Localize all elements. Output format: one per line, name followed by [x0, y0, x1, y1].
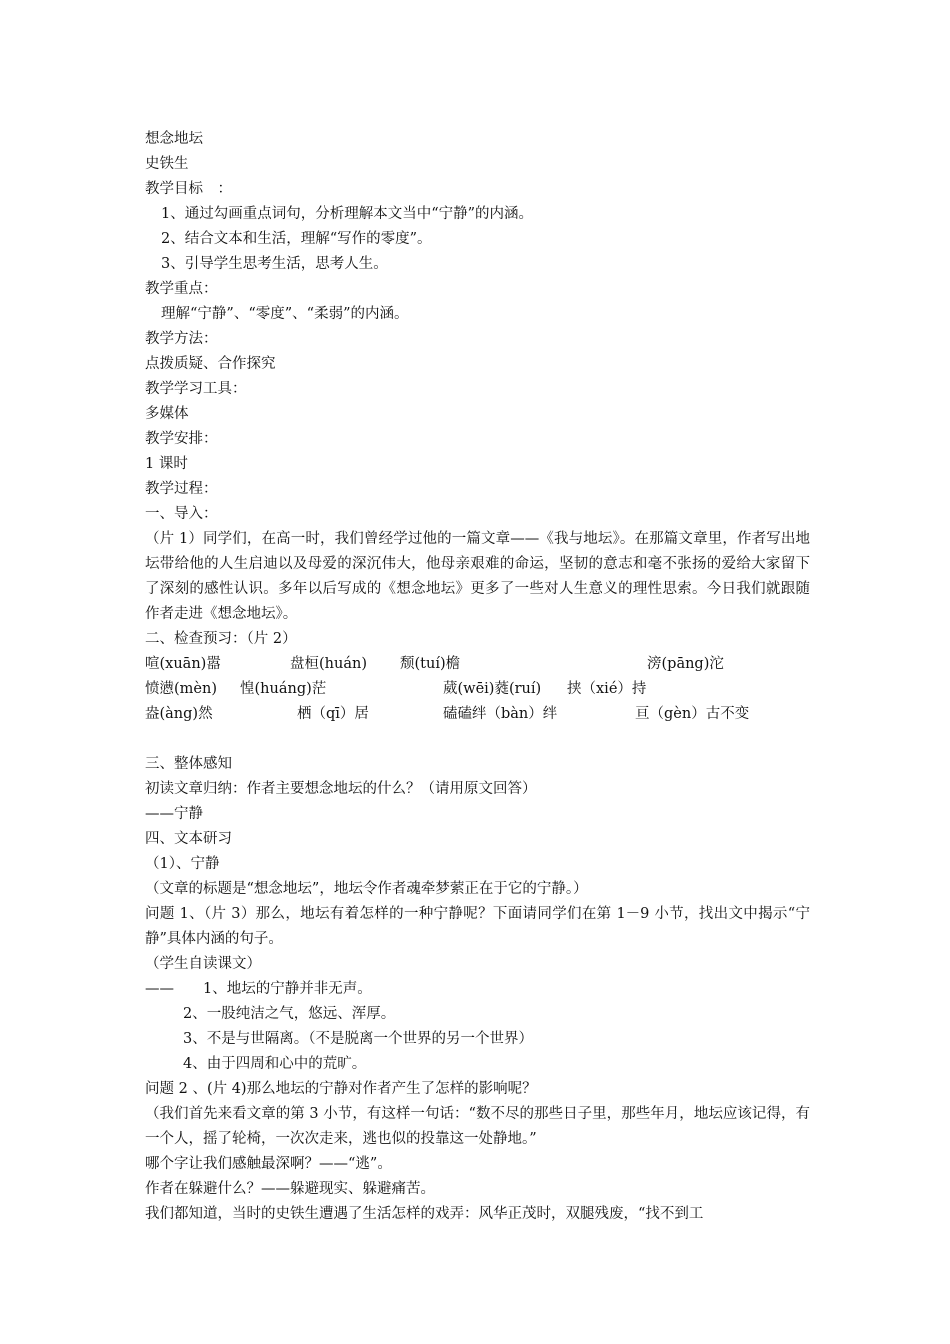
preview-heading: 二、检查预习：（片 2）	[145, 631, 297, 647]
pinyin-word: 栖（qī）居	[297, 706, 369, 722]
study-note: （文章的标题是“想念地坛”，地坛令作者魂牵梦萦正在于它的宁静。）	[145, 881, 588, 897]
schedule-text: 1 课时	[145, 456, 188, 472]
goal-item: 1、通过勾画重点词句，分析理解本文当中“宁静”的内涵。	[161, 206, 534, 222]
doc-author: 史铁生	[145, 156, 189, 172]
goal-item: 3、引导学生思考生活，思考人生。	[161, 256, 388, 272]
intro-paragraph: （片 1）同学们，在高一时，我们曾经学过他的一篇文章——《我与地坛》。在那篇文章里，作者写出地坛带给他的人生启迪以及母爱的深沉伟大，他母亲艰难的命运，坚韧的意志和毫不张扬的爱给大家留下了深刻的感性认识。多年以后写成的《想念地坛》更多了一些对人生意义的理性思索。今日我们就跟随作者走进《想念地坛》。	[145, 531, 810, 622]
pinyin-word: 挟（xié）持	[567, 681, 647, 697]
focus-text: 理解“宁静”、“零度”、“柔弱”的内涵。	[161, 306, 409, 322]
pinyin-word: 盘桓(huán)	[290, 656, 367, 672]
answer-point: 2、一股纯洁之气，悠远、浑厚。	[183, 1006, 396, 1022]
schedule-heading: 教学安排：	[145, 431, 218, 447]
pinyin-row	[145, 652, 810, 677]
intro-heading: 一、导入：	[145, 506, 218, 522]
overall-question: 初读文章归纳：作者主要想念地坛的什么？（请用原文回答）	[145, 781, 537, 797]
goals-heading: 教学目标 ：	[145, 181, 232, 197]
pinyin-word: 喧(xuān)嚣	[145, 656, 221, 672]
pinyin-word: 葳(wēi)蕤(ruí)	[443, 681, 542, 697]
pinyin-word: 磕磕绊（bàn）绊	[443, 706, 558, 722]
study-subheading: （1）、宁静	[145, 856, 220, 872]
tools-text: 多媒体	[145, 406, 189, 422]
answer-point: —— 1、地坛的宁静并非无声。	[145, 981, 372, 997]
pinyin-word: 惶(huáng)茫	[240, 681, 327, 697]
pinyin-row	[145, 677, 810, 702]
overall-heading: 三、整体感知	[145, 756, 232, 772]
goal-item: 2、结合文本和生活，理解“写作的零度”。	[161, 231, 432, 247]
question-2: 问题 2 、(片 4)那么地坛的宁静对作者产生了怎样的影响呢？	[145, 1081, 537, 1097]
answer-point: 3、不是与世隔离。（不是脱离一个世界的另一个世界）	[183, 1031, 533, 1047]
question-1: 问题 1、（片 3）那么，地坛有着怎样的一种宁静呢？下面请同学们在第 1－9 小节，找出文中揭示“宁静”具体内涵的句子。	[145, 906, 810, 947]
pinyin-word: 盎(àng)然	[145, 706, 213, 722]
pinyin-word: 亘（gèn）古不变	[635, 706, 750, 722]
study-heading: 四、文本研习	[145, 831, 232, 847]
last-line: 我们都知道，当时的史铁生遭遇了生活怎样的戏弄：风华正茂时，双腿残废，“找不到工	[145, 1206, 704, 1222]
method-text: 点拨质疑、合作探究	[145, 356, 276, 372]
process-heading: 教学过程：	[145, 481, 218, 497]
document-page	[145, 127, 810, 1227]
self-read-note: （学生自读课文）	[145, 956, 261, 972]
question-4: 作者在躲避什么？——躲避现实、躲避痛苦。	[145, 1181, 435, 1197]
answer-point: 4、由于四周和心中的荒旷。	[183, 1056, 367, 1072]
method-heading: 教学方法：	[145, 331, 218, 347]
question-3: 哪个字让我们感触最深啊？——“逃”。	[145, 1156, 392, 1172]
pinyin-word: 滂(pāng)沱	[647, 656, 724, 672]
pinyin-word: 愤懑(mèn)	[145, 681, 217, 697]
pinyin-word: 颓(tuí)檐	[400, 656, 461, 672]
overall-answer: ——宁静	[145, 806, 203, 822]
quote-paragraph: （我们首先来看文章的第 3 小节，有这样一句话：“数不尽的那些日子里，那些年月，地坛应该记得，有一个人，摇了轮椅，一次次走来，逃也似的投靠这一处静地。”	[145, 1106, 810, 1147]
spacer	[145, 727, 810, 752]
focus-heading: 教学重点：	[145, 281, 218, 297]
pinyin-row	[145, 702, 810, 727]
tools-heading: 教学学习工具：	[145, 381, 247, 397]
doc-title: 想念地坛	[145, 131, 203, 147]
